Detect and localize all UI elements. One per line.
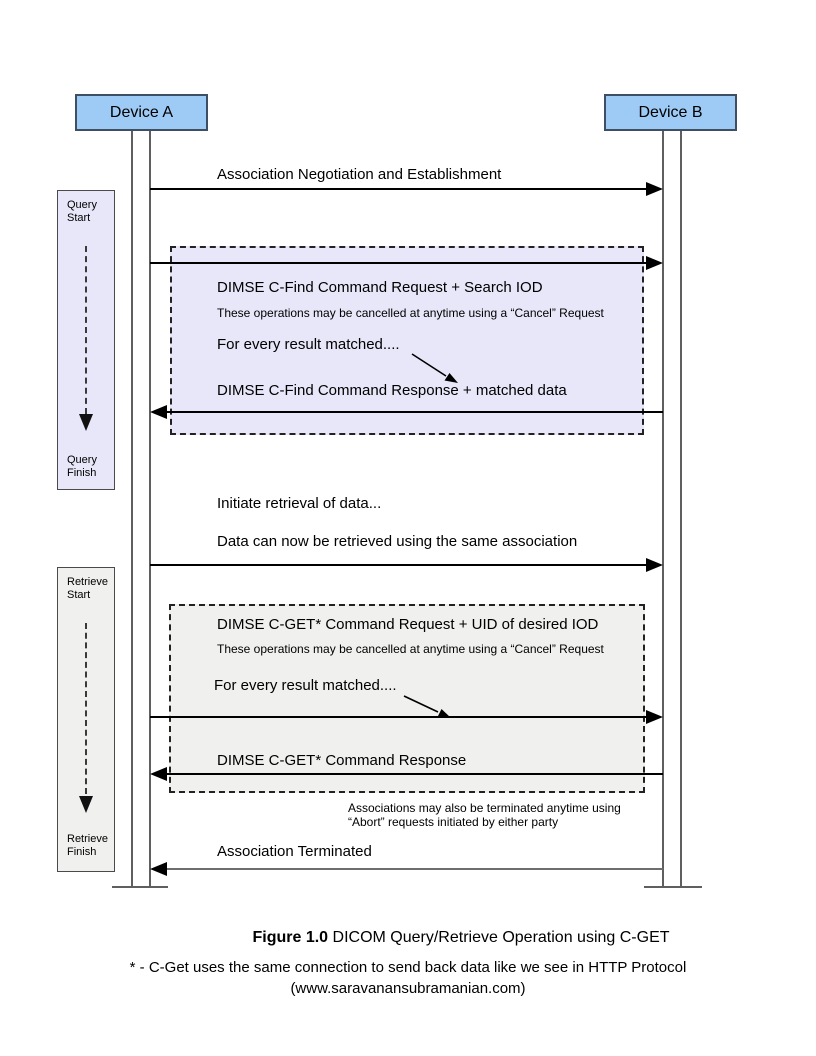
arrowhead-right-icon: [646, 256, 663, 270]
figure-footnote: [52, 959, 764, 997]
cget-cancel-note: These operations may be cancelled at anytime using a “Cancel” Request: [217, 642, 604, 656]
arrow-shaft: [162, 773, 663, 775]
query-phase-box: [57, 190, 115, 490]
retrieve-duration-dashed-line: [85, 623, 87, 794]
figure-caption: [106, 929, 816, 947]
cfind-request-label: DIMSE C-Find Command Request + Search IOD: [217, 279, 543, 296]
device-b-label: Device B: [638, 103, 703, 121]
arrow-shaft: [162, 868, 663, 870]
device-a-label: Device A: [109, 103, 174, 121]
data-same-association-label: Data can now be retrieved using the same association: [217, 533, 578, 550]
abort-note-line1: Associations may also be terminated anytime using: [348, 801, 621, 815]
cfind-request-arrow: [150, 256, 663, 270]
website-text: (www.saravanansubramanian.com): [290, 980, 526, 997]
cfind-cancel-note: These operations may be cancelled at anytime using a “Cancel” Request: [217, 306, 604, 320]
arrow-shaft: [150, 188, 651, 190]
arrowhead-left-icon: [150, 862, 167, 876]
query-start-label: Query Start: [67, 199, 97, 224]
lifeline-b-right: [680, 131, 682, 888]
lifeline-a-left: [131, 131, 133, 888]
cget-response-label: DIMSE C-GET* Command Response: [217, 752, 467, 769]
abort-note-line2: “Abort” requests initiated by either party: [348, 815, 559, 829]
arrow-shaft: [150, 262, 651, 264]
abort-note: [348, 801, 621, 829]
assoc-terminated-label: Association Terminated: [217, 843, 372, 860]
lifeline-b-foot: [644, 886, 702, 888]
device-b-box: [604, 94, 737, 131]
arrowhead-right-icon: [646, 558, 663, 572]
arrow-shaft: [150, 564, 651, 566]
assoc-establish-label: Association Negotiation and Establishment: [217, 166, 502, 183]
assoc-terminated-arrow: [150, 862, 663, 876]
arrowhead-left-icon: [150, 405, 167, 419]
device-a-box: [75, 94, 208, 131]
retrieve-arrow-down-icon: [79, 796, 93, 813]
initiate-retrieval-label: Initiate retrieval of data...: [217, 495, 382, 512]
assoc-establish-arrow: [150, 182, 663, 196]
cget-loop-note: For every result matched....: [214, 677, 397, 694]
cget-response-arrow: [150, 767, 663, 781]
retrieve-finish-label: Retrieve Finish: [67, 833, 108, 858]
cfind-loop-note: For every result matched....: [217, 336, 400, 353]
figure-title: DICOM Query/Retrieve Operation using C-GET: [332, 929, 670, 946]
arrowhead-right-icon: [646, 710, 663, 724]
query-finish-label: Query Finish: [67, 454, 97, 479]
data-retrieval-arrow: [150, 558, 663, 572]
query-duration-dashed-line: [85, 246, 87, 414]
cfind-response-arrow: [150, 405, 663, 419]
retrieve-start-label: Retrieve Start: [67, 576, 108, 601]
arrow-shaft: [162, 411, 663, 413]
arrowhead-right-icon: [646, 182, 663, 196]
query-arrow-down-icon: [79, 414, 93, 431]
loop-diagonal-arrow-icon-2: [398, 692, 460, 726]
cfind-response-label: DIMSE C-Find Command Response + matched data: [217, 382, 567, 399]
arrowhead-left-icon: [150, 767, 167, 781]
footnote-text: * - C-Get uses the same connection to send back data like we see in HTTP Protocol: [129, 959, 687, 976]
cget-request-label: DIMSE C-GET* Command Request + UID of desired IOD: [217, 616, 599, 633]
lifeline-a-foot: [112, 886, 168, 888]
figure-number: Figure 1.0: [252, 929, 329, 946]
retrieve-phase-box: [57, 567, 115, 872]
